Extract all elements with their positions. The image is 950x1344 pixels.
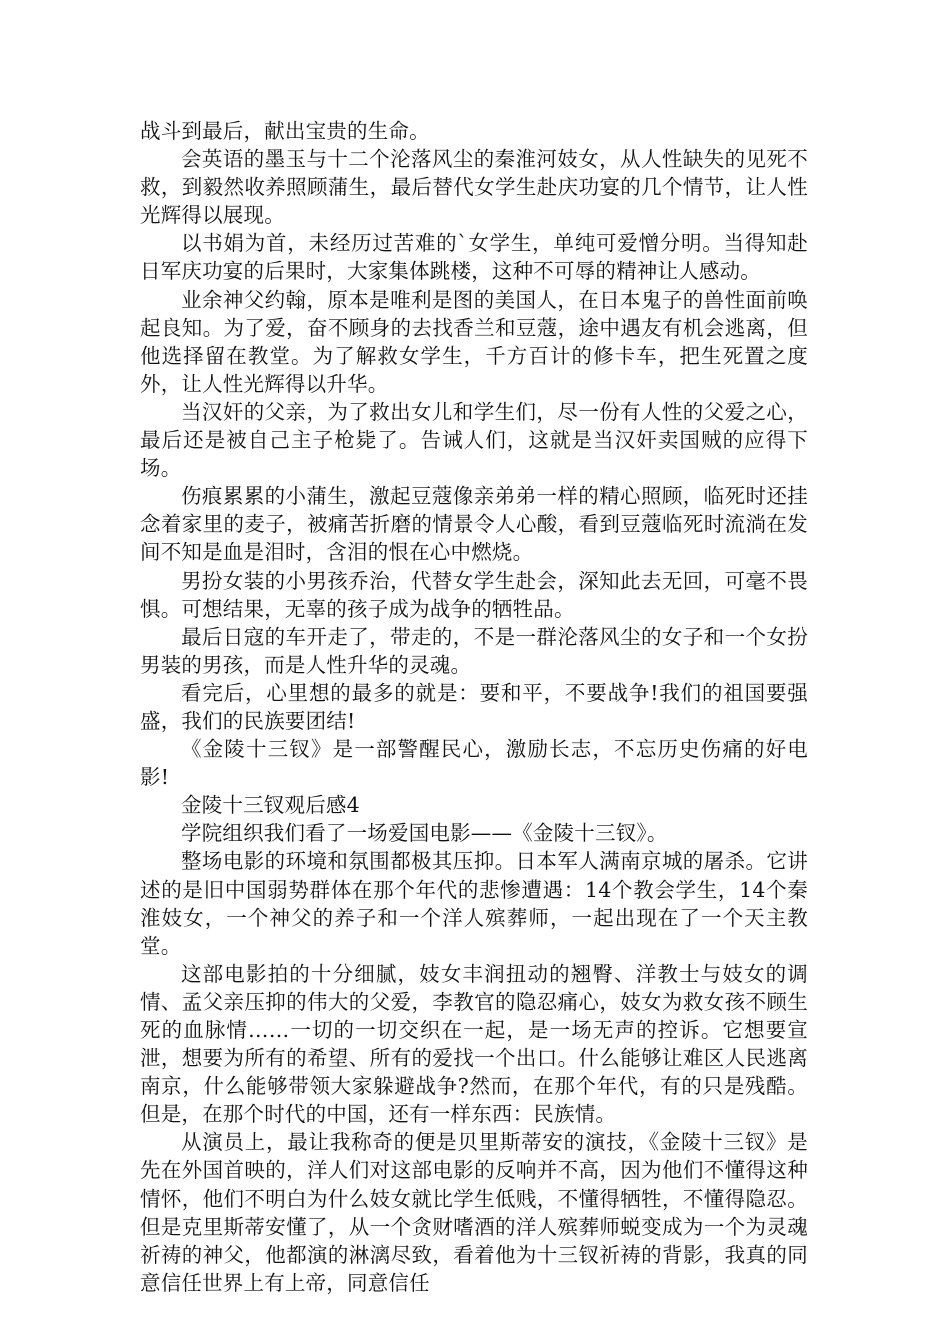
section-heading: 金陵十三钗观后感4 [181, 793, 360, 818]
paragraph: 伤痕累累的小蒲生，激起豆蔻像亲弟弟一样的精心照顾，临死时还挂念着家里的麦子，被痛苦折磨的情景令人心酸，看到豆蔻临死时流淌在发间不知是血是泪时，含泪的恨在心中燃烧。 [140, 484, 808, 565]
paragraph: 会英语的墨玉与十二个沦落风尘的秦淮河妓女，从人性缺失的见死不救，到毅然收养照顾蒲生，最后替代女学生赴庆功宴的几个情节，让人性光辉得以展现。 [140, 147, 808, 228]
paragraph: 男扮女装的小男孩乔治，代替女学生赴会，深知此去无回，可毫不畏惧。可想结果，无辜的孩子成为战争的牺牲品。 [140, 568, 808, 621]
paragraph: 看完后，心里想的最多的就是：要和平，不要战争!我们的祖国要强盛，我们的民族要团结! [140, 680, 808, 733]
paragraph: 从演员上，最让我称奇的便是贝里斯蒂安的演技，《金陵十三钗》是先在外国首映的，洋人们对这部电影的反响并不高，因为他们不懂得这种情怀，他们不明白为什么妓女就比学生低贱，不懂得牺牲，不懂得隐忍。但是克里斯蒂安懂了，从一个贪财嗜酒的洋人殡葬师蜕变成为一个为灵魂祈祷的神父，他都演的淋漓尽致，看着他为十三钗祈祷的背影，我真的同意信任世界上有上帝，同意信任 [140, 1130, 808, 1295]
paragraph: 整场电影的环境和氛围都极其压抑。日本军人满南京城的屠杀。它讲述的是旧中国弱势群体在那个年代的悲惨遭遇：14个教会学生，14个秦淮妓女，一个神父的养子和一个洋人殡葬师，一起出现在了一个天主教堂。 [140, 849, 808, 958]
paragraph: 学院组织我们看了一场爱国电影——《金陵十三钗》。 [181, 821, 668, 846]
paragraph: 战斗到最后，献出宝贵的生命。 [140, 119, 430, 143]
paragraph: 业余神父约翰，原本是唯利是图的美国人，在日本鬼子的兽性面前唤起良知。为了爱，奋不顾身的去找香兰和豆蔻，途中遇友有机会逃离，但他选择留在教堂。为了解救女学生，千方百计的修卡车，把生死置之度外，让人性光辉得以升华。 [140, 287, 808, 396]
document-body [140, 117, 808, 1297]
paragraph: 以书娟为首，未经历过苦难的`女学生，单纯可爱憎分明。当得知赴日军庆功宴的后果时，大家集体跳楼，这种不可辱的精神让人感动。 [140, 231, 808, 284]
paragraph: 最后日寇的车开走了，带走的，不是一群沦落风尘的女子和一个女扮男装的男孩，而是人性升华的灵魂。 [140, 624, 808, 677]
paragraph: 当汉奸的父亲，为了救出女儿和学生们，尽一份有人性的父爱之心，最后还是被自己主子枪毙了。告诫人们，这就是当汉奸卖国贼的应得下场。 [140, 399, 808, 481]
paragraph: 这部电影拍的十分细腻，妓女丰润扭动的翘臀、洋教士与妓女的调情、孟父亲压抑的伟大的父爱，李教官的隐忍痛心，妓女为救女孩不顾生死的血脉情……一切的一切交织在一起，是一场无声的控诉。它想要宣泄，想要为所有的希望、所有的爱找一个出口。什么能够让难区人民逃离南京，什么能够带领大家躲避战争?然而，在那个年代，有的只是残酷。但是，在那个时代的中国，还有一样东西：民族情。 [140, 961, 808, 1127]
paragraph: 《金陵十三钗》是一部警醒民心，激励长志，不忘历史伤痛的好电影! [140, 737, 808, 790]
